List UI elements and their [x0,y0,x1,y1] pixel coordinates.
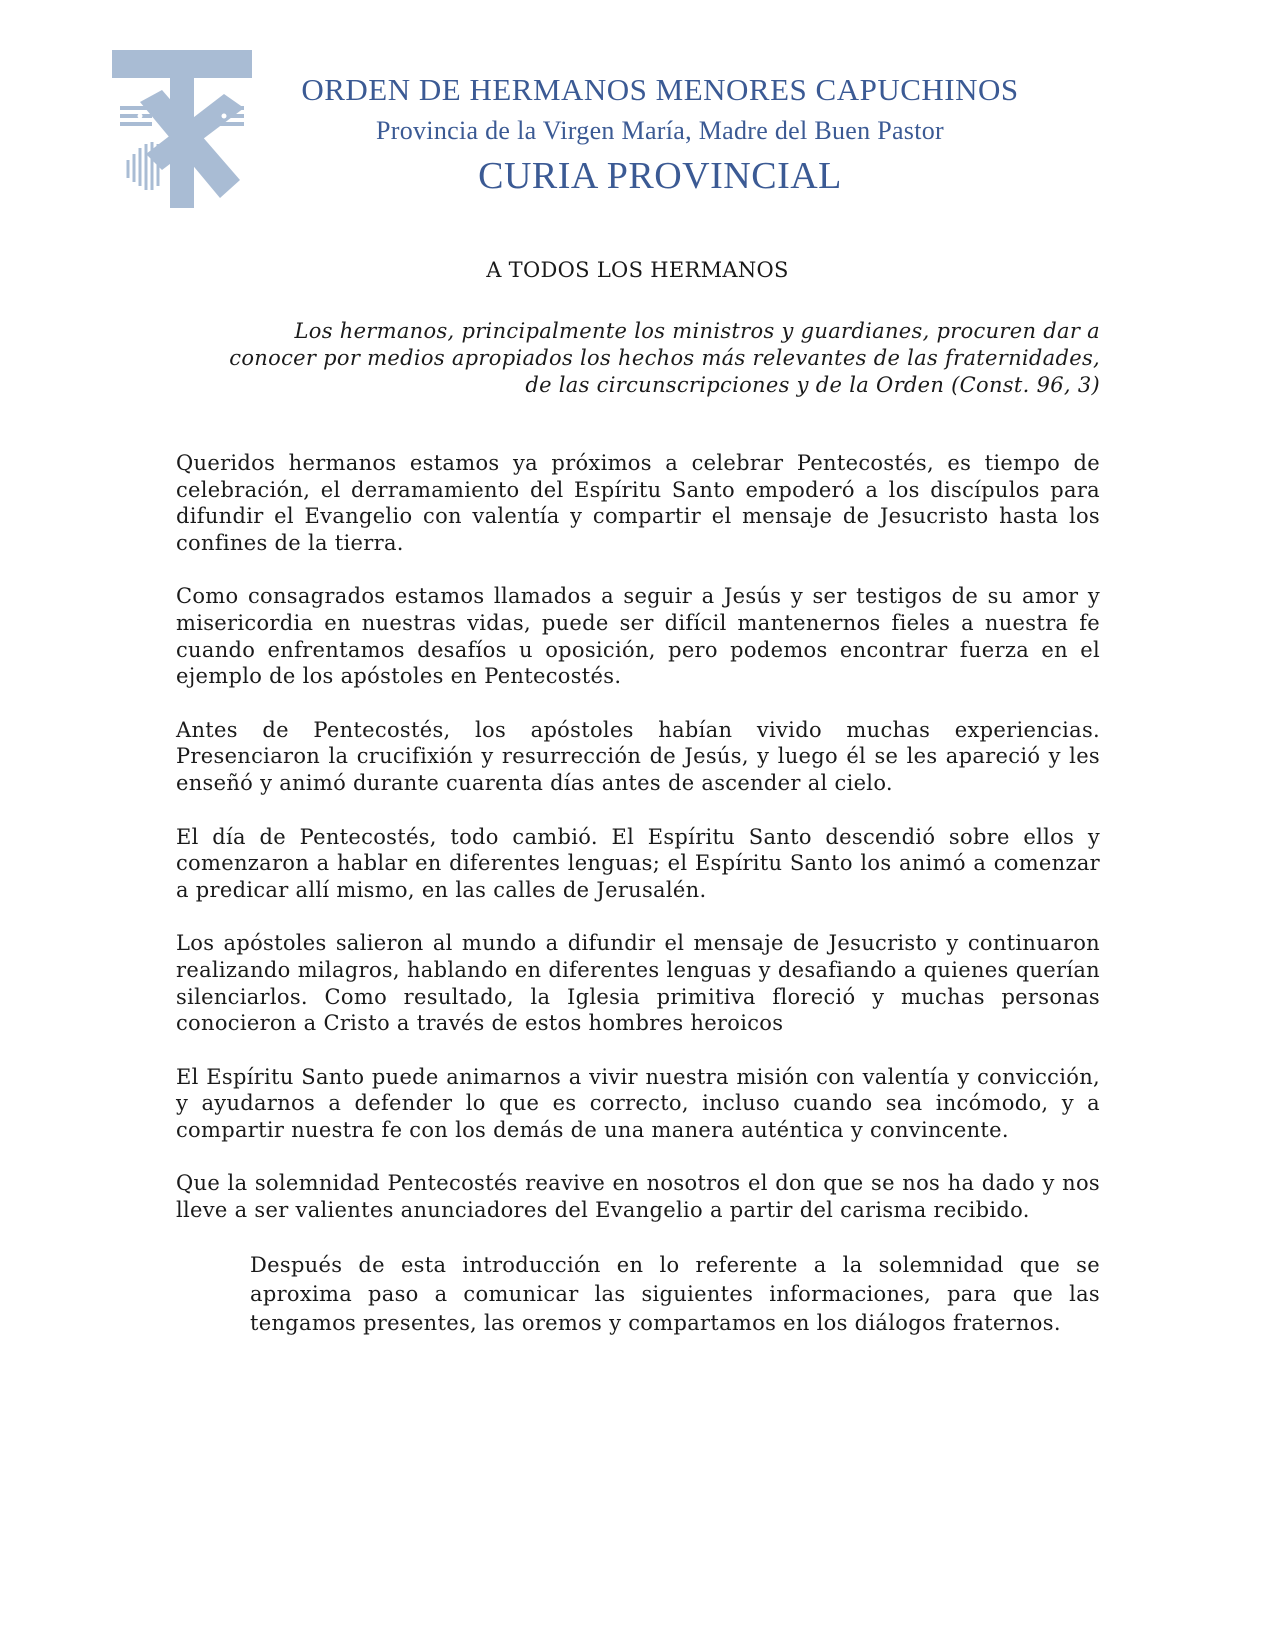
closing-paragraph: Después de esta introducción en lo referente a la solemnidad que se aproxima paso a comunicar las siguientes informaciones, para que las tengamos presentes, las oremos y compartamos en los diálogos fraternos. [250,1252,1100,1335]
body-paragraph: El día de Pentecostés, todo cambió. El Espíritu Santo descendió sobre ellos y comenzaron a hablar en diferentes lenguas; el Espíritu Santo los animó a comenzar a predicar allí mismo, en las calles de Jerusalén. [176,824,1100,902]
body-paragraph: Los apóstoles salieron al mundo a difundir el mensaje de Jesucristo y continuaron realizando milagros, hablando en diferentes lenguas y desafiando a quienes querían silenciarlos. Como resultado, la Iglesia primitiva floreció y muchas personas conocieron a Cristo a través de estos hombres heroicos [176,931,1100,1036]
body-paragraph: Antes de Pentecostés, los apóstoles habían vivido muchas experiencias. Presenciaron la crucifixión y resurrección de Jesús, y luego él se les apareció y les enseñó y animó durante cuarenta días antes de ascender al cielo. [176,717,1100,795]
order-name: ORDEN DE HERMANOS MENORES CAPUCHINOS [301,72,1019,107]
quote-line: conocer por medios apropiados los hechos más relevantes de las fraternidades, [229,346,1100,370]
province-name: Provincia de la Virgen María, Madre del Buen Pastor [375,116,945,145]
body-paragraph: Queridos hermanos estamos ya próximos a celebrar Pentecostés, es tiempo de celebración, el derramamiento del Espíritu Santo empoderó a los discípulos para difundir el Evangelio con valentía y compartir el mensaje de Jesucristo hasta los confines de la tierra. [176,451,1100,555]
body-paragraph: Que la solemnidad Pentecostés reavive en nosotros el don que se nos ha dado y nos lleve a ser valientes anunciadores del Evangelio a partir del carisma recibido. [176,1171,1100,1223]
quote-line: Los hermanos, principalmente los ministros y guardianes, procuren dar a [294,319,1100,343]
curia-title: CURIA PROVINCIAL [478,155,842,197]
letter-body [176,450,1100,1365]
letterhead [260,70,1060,200]
addressee-line: A TODOS LOS HERMANOS [486,258,789,282]
quote-line: de las circunscripciones y de la Orden (Const. 96, 3) [525,373,1100,397]
body-paragraph: Como consagrados estamos llamados a seguir a Jesús y ser testigos de su amor y misericordia en nuestras vidas, puede ser difícil mantenernos fieles a nuestra fe cuando enfrentamos desafíos u oposición, pero podemos encontrar fuerza en el ejemplo de los apóstoles en Pentecostés. [176,584,1100,689]
constitution-quote [180,318,1100,399]
body-paragraph: El Espíritu Santo puede animarnos a vivir nuestra misión con valentía y convicción, y ayudarnos a defender lo que es correcto, incluso cuando sea incómodo, y a compartir nuestra fe con los demás de una manera auténtica y convincente. [176,1064,1100,1142]
capuchin-tau-emblem-icon [112,50,252,208]
